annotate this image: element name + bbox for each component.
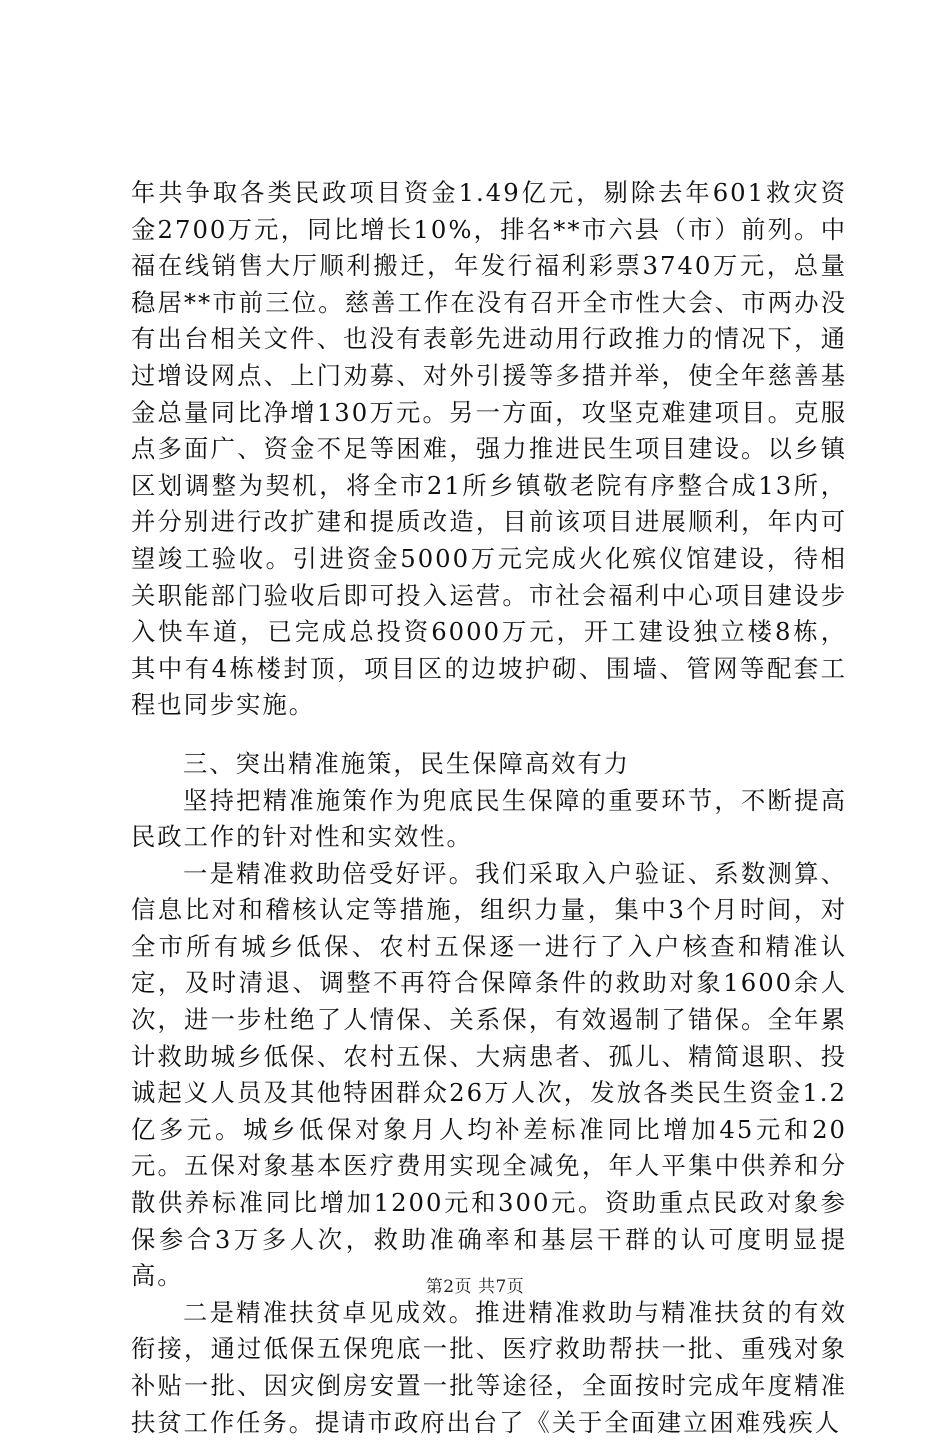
page-number-footer: 第2页 共7页 (425, 1277, 525, 1297)
paragraph-precision-poverty: 二是精准扶贫卓见成效。推进精准救助与精准扶贫的有效衔接，通过低保五保兜底一批、医疗救助帮扶一批、重残对象补贴一批、因灾倒房安置一批等途径，全面按时完成年度精准扶贫工作任务。提请市政府出台了《关于全面建立困难残疾人 (131, 1297, 847, 1437)
paragraph-funding-projects: 年共争取各类民政项目资金1.49亿元，剔除去年601救灾资金2700万元，同比增长10%，排名**市六县（市）前列。中福在线销售大厅顺利搬迁，年发行福利彩票3740万元，总量稳居**市前三位。慈善工作在没有召开全市性大会、市两办没有出台相关文件、也没有表彰先进动用行政推力的情况下，通过增设网点、上门劝募、对外引援等多措并举，使全年慈善基金总量同比净增130万元。另一方面，攻坚克难建项目。克服点多面广、资金不足等困难，强力推进民生项目建设。以乡镇区划调整为契机，将全市21所乡镇敬老院有序整合成13所，并分别进行改扩建和提质改造，目前该项目进展顺利，年内可望竣工验收。引进资金5000万元完成火化殡仪馆建设，待相关职能部门验收后即可投入运营。市社会福利中心项目建设步入快车道，已完成总投资6000万元，开工建设独立楼8栋，其中有4栋楼封顶，项目区的边坡护砌、围墙、管网等配套工程也同步实施。 (131, 178, 847, 720)
paragraph-precision-relief: 一是精准救助倍受好评。我们采取入户验证、系数测算、信息比对和稽核认定等措施，组织力量，集中3个月时间，对全市所有城乡低保、农村五保逐一进行了入户核查和精准认定，及时清退、调整不再符合保障条件的救助对象1600余人次，进一步杜绝了人情保、关系保，有效遏制了错保。全年累计救助城乡低保、农村五保、大病患者、孤儿、精简退职、投诚起义人员及其他特困群众26万人次，发放各类民生资金1.2亿多元。城乡低保对象月人均补差标准同比增加45元和20元。五保对象基本医疗费用实现全减免，年人平集中供养和分散供养标准同比增加1200元和300元。资助重点民政对象参保参合3万多人次，救助准确率和基层干群的认可度明显提高。 (131, 858, 847, 1291)
section-heading-precision-policy: 三、突出精准施策，民生保障高效有力 (183, 748, 631, 778)
document-body (131, 175, 847, 1441)
paragraph-section-intro: 坚持把精准施策作为兜底民生保障的重要环节，不断提高民政工作的针对性和实效性。 (131, 785, 847, 852)
